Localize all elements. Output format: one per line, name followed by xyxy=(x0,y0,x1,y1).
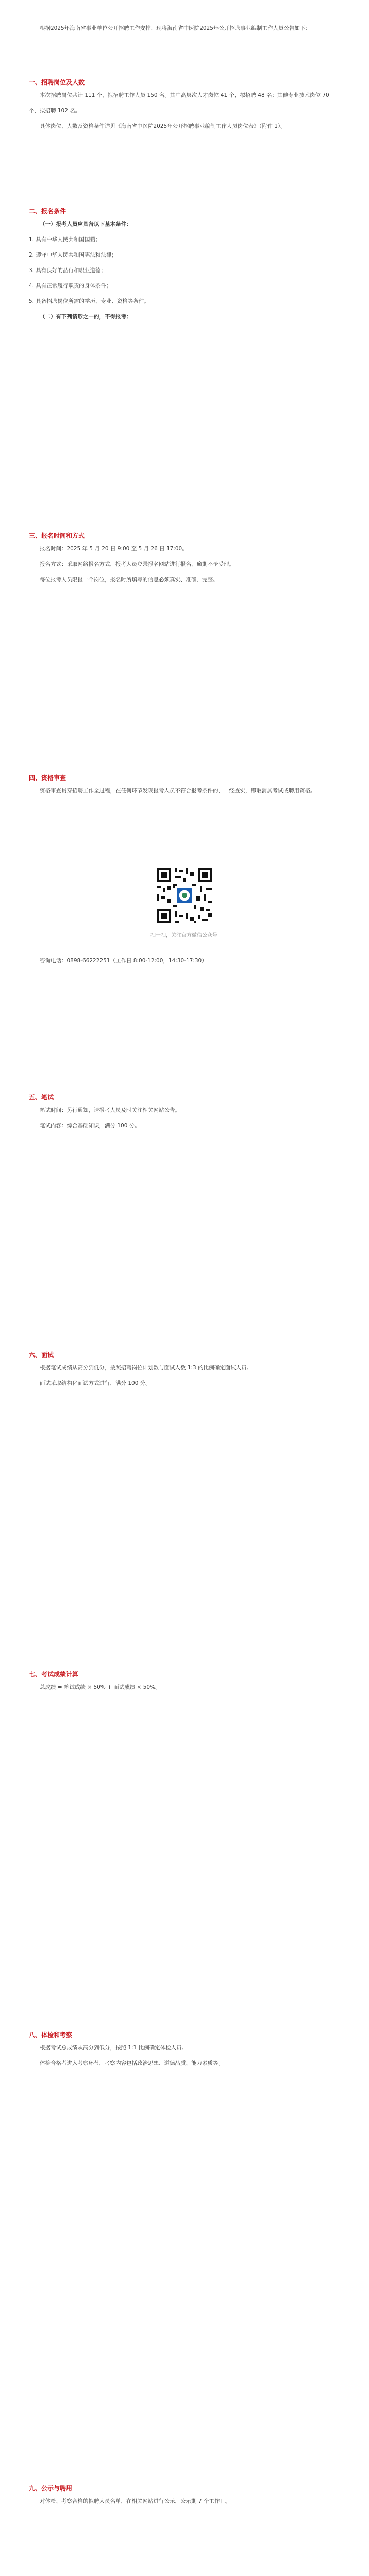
list-item: 3. 具有良好的品行和职业道德； xyxy=(29,267,106,274)
paragraph: 对体检、考察合格的拟聘人员名单，在相关网站进行公示，公示期 7 个工作日。 xyxy=(40,2498,231,2504)
paragraph: 笔试内容：综合基础知识，满分 100 分。 xyxy=(40,1123,140,1129)
contact-paragraph: 咨询电话：0898-66222251（工作日 8:00-12:00，14:30-17:30） xyxy=(40,958,207,964)
list-item: 1. 具有中华人民共和国国籍； xyxy=(29,236,101,243)
section-8 xyxy=(29,2030,339,2071)
qr-code-image xyxy=(155,866,214,925)
paragraph: 资格审查贯穿招聘工作全过程，在任何环节发现报考人员不符合报考条件的，一经查实，即取消其考试或聘用资格。 xyxy=(40,788,316,794)
paragraph: 总成绩 = 笔试成绩 × 50% + 面试成绩 × 50%。 xyxy=(40,1684,161,1690)
section-1 xyxy=(29,77,339,134)
section-5-title: 五、笔试 xyxy=(29,1094,54,1101)
section-3 xyxy=(29,531,339,587)
section-9-title: 九、公示与聘用 xyxy=(29,2485,73,2492)
paragraph: 根据考试总成绩从高分到低分，按照 1:1 比例确定体检人员。 xyxy=(40,2045,188,2051)
section-7-title: 七、考试成绩计算 xyxy=(29,1671,79,1678)
subheading: （二）有下列情形之一的，不得报考： xyxy=(40,314,132,320)
section-5 xyxy=(29,1092,339,1133)
section-1-title: 一、招聘岗位及人数 xyxy=(29,79,85,86)
section-6 xyxy=(29,1350,339,1391)
section-9 xyxy=(29,2483,339,2509)
section-4-title: 四、资格审查 xyxy=(29,774,66,782)
paragraph: 具体岗位、人数及资格条件详见《海南省中医院2025年公开招聘事业编制工作人员岗位表》（附件 1）。 xyxy=(40,123,286,129)
paragraph: 根据笔试成绩从高分到低分，按照招聘岗位计划数与面试人数 1:3 的比例确定面试人员。 xyxy=(40,1365,253,1371)
section-4 xyxy=(29,773,339,799)
list-item: 4. 具有正常履行职责的身体条件； xyxy=(29,283,112,289)
section-2-title: 二、报名条件 xyxy=(29,208,66,215)
section-3-title: 三、报名时间和方式 xyxy=(29,532,85,539)
paragraph: 报名方式：采取网络报名方式，报考人员登录报名网站进行报名，逾期不予受理。 xyxy=(40,561,234,567)
paragraph: 面试采取结构化面试方式进行，满分 100 分。 xyxy=(40,1380,151,1386)
qr-caption: 扫一扫，关注官方微信公众号 xyxy=(150,933,217,938)
list-item: 5. 具备招聘岗位所需的学历、专业、资格等条件。 xyxy=(29,298,149,304)
intro-paragraph: 根据2025年海南省事业单位公开招聘工作安排，现将海南省中医院2025年公开招聘事业编制工作人员公告如下： xyxy=(40,25,311,31)
section-7 xyxy=(29,1669,339,1695)
list-item: 2. 遵守中华人民共和国宪法和法律； xyxy=(29,252,117,258)
section-6-title: 六、面试 xyxy=(29,1351,54,1359)
section-8-title: 八、体检和考察 xyxy=(29,2031,73,2039)
subheading: （一）报考人员应具备以下基本条件： xyxy=(40,221,132,227)
paragraph: 报名时间：2025 年 5 月 20 日 9:00 至 5 月 26 日 17:00。 xyxy=(40,546,188,552)
paragraph: 每位报考人员限报一个岗位，报名时所填写的信息必须真实、准确、完整。 xyxy=(40,577,219,583)
paragraph: 本次招聘岗位共计 111 个，拟招聘工作人员 150 名。其中高层次人才岗位 41 个，拟招聘 48 名；其他专业技术岗位 70 个，拟招聘 102 名。 xyxy=(29,92,329,114)
section-2 xyxy=(29,206,339,325)
paragraph: 笔试时间：另行通知，请报考人员及时关注相关网站公告。 xyxy=(40,1107,180,1113)
paragraph: 体检合格者进入考察环节，考察内容包括政治思想、道德品质、能力素质等。 xyxy=(40,2060,224,2066)
